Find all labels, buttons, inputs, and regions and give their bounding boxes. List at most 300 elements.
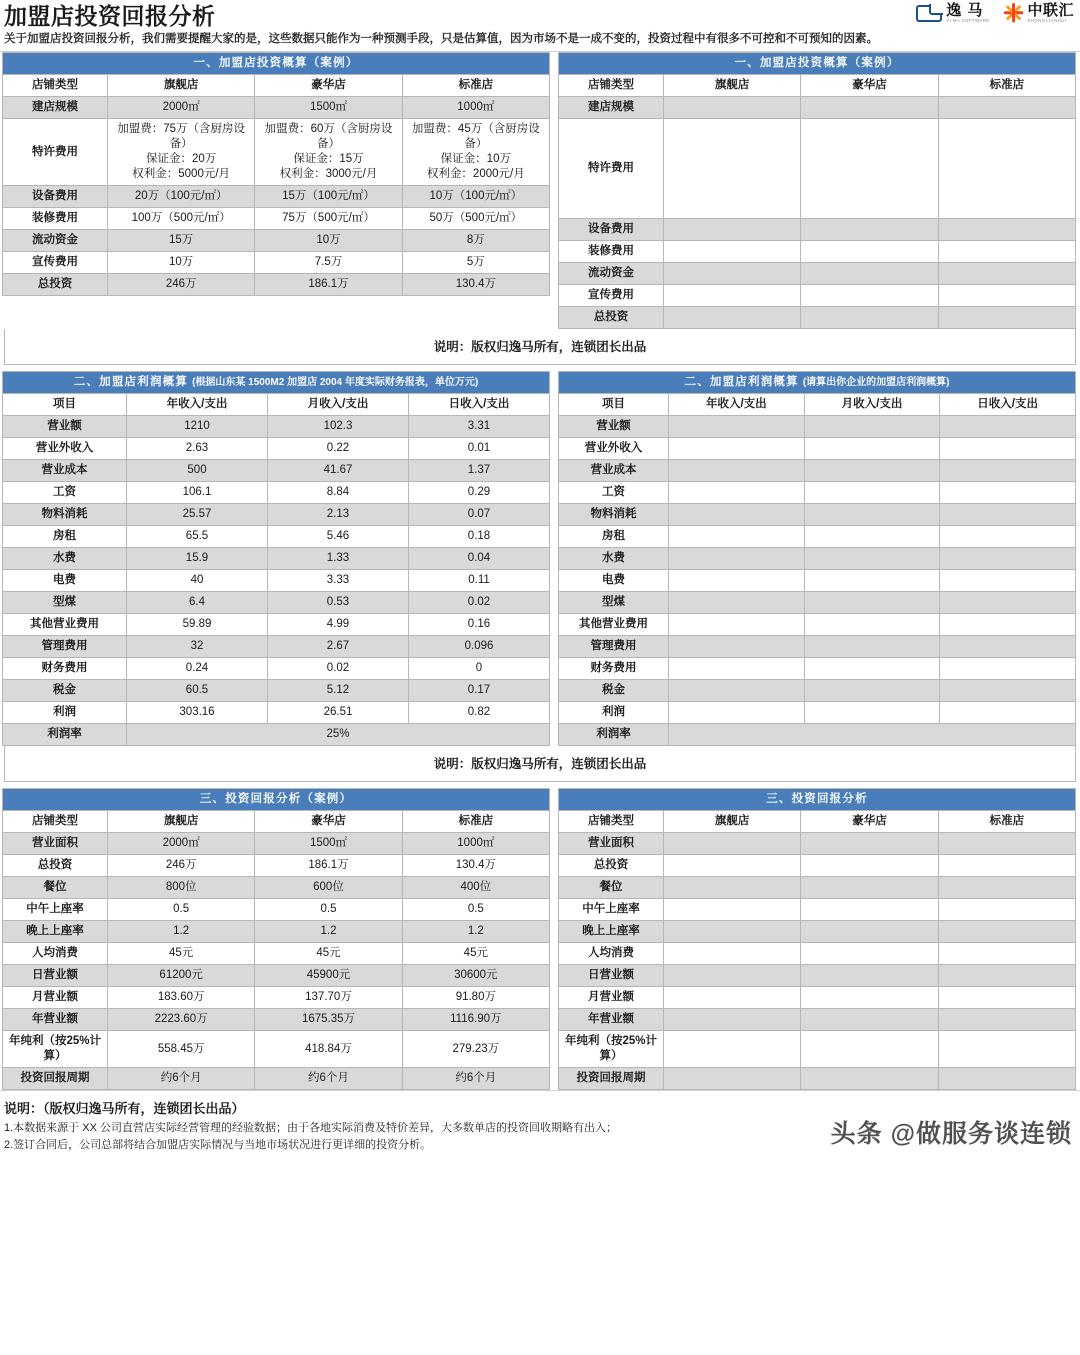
- table-row: [559, 965, 1076, 987]
- footer-line-1: 1.本数据来源于 XX 公司直营店实际经营管理的经验数据；由于各地实际消费及特价差异，大多数单店的投资回收期略有出入；: [4, 1122, 617, 1134]
- input-cell[interactable]: [938, 987, 1075, 1009]
- section-1-block: [0, 52, 1080, 329]
- section-2-subtitle-left: (根据山东某 1500M2 加盟店 2004 年度实际财务报表，单位万元): [192, 377, 479, 388]
- input-cell[interactable]: [801, 943, 938, 965]
- input-cell[interactable]: [669, 570, 805, 592]
- input-cell[interactable]: [801, 877, 938, 899]
- row-label: 投资回报周期: [3, 1068, 108, 1090]
- table-row: [559, 307, 1076, 329]
- row-label: 管理费用: [3, 636, 127, 658]
- row-label: 房租: [559, 526, 669, 548]
- cell-value: 400位: [402, 877, 549, 899]
- table-row: [559, 680, 1076, 702]
- input-cell[interactable]: [938, 877, 1075, 899]
- row-label: 中午上座率: [559, 899, 664, 921]
- sunburst-icon: [1003, 3, 1023, 23]
- logo-strip: [916, 3, 1074, 23]
- cell-value: 26.51: [268, 702, 409, 724]
- row-label: 晚上上座率: [559, 921, 664, 943]
- input-cell[interactable]: [804, 680, 940, 702]
- cell-value: 2223.60万: [108, 1009, 255, 1031]
- cell-value: 0: [409, 658, 550, 680]
- section-1-blank-table: [558, 52, 1076, 329]
- table-row: [559, 899, 1076, 921]
- cell-value: 500: [127, 460, 268, 482]
- row-label: 营业面积: [3, 833, 108, 855]
- input-cell[interactable]: [940, 504, 1076, 526]
- input-cell[interactable]: [664, 965, 801, 987]
- input-cell[interactable]: [940, 680, 1076, 702]
- row-label: 特许费用: [559, 119, 664, 219]
- input-cell[interactable]: [938, 855, 1075, 877]
- table-row: [3, 274, 550, 296]
- col-header-0: 店铺类型: [559, 75, 664, 97]
- table-row: [3, 899, 550, 921]
- section-1-title-left: 一、加盟店投资概算（案例）: [3, 53, 550, 75]
- table-row: [3, 855, 550, 877]
- table-header-row: [3, 811, 550, 833]
- table-title-row: [3, 372, 550, 394]
- zhonglianhui-logo-en: ZHONGLIANHUI: [1027, 18, 1067, 23]
- input-cell[interactable]: [669, 702, 805, 724]
- cell-value: 1000㎡: [402, 833, 549, 855]
- input-cell[interactable]: [801, 899, 938, 921]
- table-row: [559, 97, 1076, 119]
- table-row: [3, 592, 550, 614]
- cell-value: 1000㎡: [402, 97, 549, 119]
- section-1-blank-col: [558, 52, 1076, 329]
- input-cell[interactable]: [801, 119, 938, 219]
- row-label: 投资回报周期: [559, 1068, 664, 1090]
- table-row: [559, 833, 1076, 855]
- input-cell[interactable]: [664, 1068, 801, 1090]
- table-row: [559, 241, 1076, 263]
- cell-value: 1210: [127, 416, 268, 438]
- table-title-row: [3, 53, 550, 75]
- cell-value: 0.17: [409, 680, 550, 702]
- table-row: [559, 504, 1076, 526]
- cell-value: 3.33: [268, 570, 409, 592]
- section-3-block: [0, 788, 1080, 1090]
- input-cell[interactable]: [801, 219, 938, 241]
- input-cell[interactable]: [669, 482, 805, 504]
- cell-value: 0.07: [409, 504, 550, 526]
- input-cell[interactable]: [938, 219, 1075, 241]
- cell-value: 186.1万: [255, 855, 402, 877]
- table-row: [3, 186, 550, 208]
- input-cell[interactable]: [669, 680, 805, 702]
- section-3-title-left: 三、投资回报分析（案例）: [3, 789, 550, 811]
- input-cell[interactable]: [804, 460, 940, 482]
- input-cell[interactable]: [804, 658, 940, 680]
- cell-value: 1.2: [402, 921, 549, 943]
- input-cell[interactable]: [664, 899, 801, 921]
- input-cell[interactable]: [940, 592, 1076, 614]
- cell-value: 418.84万: [255, 1031, 402, 1068]
- cell-value: 1.33: [268, 548, 409, 570]
- input-cell[interactable]: [801, 833, 938, 855]
- input-cell[interactable]: [940, 438, 1076, 460]
- input-cell[interactable]: [940, 636, 1076, 658]
- input-cell[interactable]: [940, 548, 1076, 570]
- input-cell[interactable]: [669, 614, 805, 636]
- row-label: 建店规模: [3, 97, 108, 119]
- input-cell[interactable]: [940, 702, 1076, 724]
- cell-value: 0.04: [409, 548, 550, 570]
- col-header-3: 标准店: [938, 811, 1075, 833]
- input-cell[interactable]: [801, 307, 938, 329]
- input-cell[interactable]: [664, 241, 801, 263]
- input-cell[interactable]: [669, 592, 805, 614]
- input-cell[interactable]: [801, 921, 938, 943]
- cell-value: 加盟费：60万（含厨房设备） 保证金：15万 权利金：3000元/月: [255, 119, 402, 186]
- input-cell[interactable]: [664, 285, 801, 307]
- row-label: 人均消费: [3, 943, 108, 965]
- section-2-blank-table: [558, 371, 1076, 746]
- cell-value: 0.18: [409, 526, 550, 548]
- col-header-0: 项目: [3, 394, 127, 416]
- section-2-title-left: 二、加盟店利润概算: [73, 376, 189, 388]
- input-cell[interactable]: [664, 1031, 801, 1068]
- row-label: 工资: [559, 482, 669, 504]
- cell-value: 75万（500元/㎡）: [255, 208, 402, 230]
- cell-value: 600位: [255, 877, 402, 899]
- cell-value: 0.5: [402, 899, 549, 921]
- row-label: 晚上上座率: [3, 921, 108, 943]
- cell-value: 45元: [402, 943, 549, 965]
- table-row: [3, 877, 550, 899]
- input-cell[interactable]: [664, 119, 801, 219]
- row-label: 型煤: [3, 592, 127, 614]
- section-2-blank-col: [558, 371, 1076, 746]
- input-cell[interactable]: [664, 943, 801, 965]
- input-cell[interactable]: [664, 1009, 801, 1031]
- section-3-title-right: 三、投资回报分析: [559, 789, 1076, 811]
- input-cell[interactable]: [938, 307, 1075, 329]
- row-label: 其他营业费用: [3, 614, 127, 636]
- cell-value: 8.84: [268, 482, 409, 504]
- input-cell[interactable]: [938, 943, 1075, 965]
- table-row: [559, 614, 1076, 636]
- input-cell[interactable]: [938, 921, 1075, 943]
- row-label: 税金: [3, 680, 127, 702]
- input-cell[interactable]: [669, 658, 805, 680]
- table-title-row: [3, 789, 550, 811]
- col-header-2: 月收入/支出: [268, 394, 409, 416]
- table-header-row: [559, 75, 1076, 97]
- input-cell[interactable]: [801, 241, 938, 263]
- cell-value: 2000㎡: [108, 97, 255, 119]
- cell-value: 2.67: [268, 636, 409, 658]
- input-cell[interactable]: [801, 1031, 938, 1068]
- input-cell[interactable]: [938, 899, 1075, 921]
- cell-value: 10万: [108, 252, 255, 274]
- row-label: 水费: [3, 548, 127, 570]
- page-header: [0, 0, 1080, 52]
- cell-value: 1500㎡: [255, 833, 402, 855]
- section-3-example-table: [2, 788, 550, 1090]
- cell-value: 558.45万: [108, 1031, 255, 1068]
- input-cell[interactable]: [664, 833, 801, 855]
- input-cell[interactable]: [804, 548, 940, 570]
- table-row: [559, 548, 1076, 570]
- input-cell[interactable]: [669, 724, 1076, 746]
- input-cell[interactable]: [940, 570, 1076, 592]
- input-cell[interactable]: [664, 263, 801, 285]
- profit-rate-row: [3, 724, 550, 746]
- cell-value: 25.57: [127, 504, 268, 526]
- table-row: [3, 833, 550, 855]
- cell-value: 800位: [108, 877, 255, 899]
- section-3-blank-table: [558, 788, 1076, 1090]
- profit-rate-row: [559, 724, 1076, 746]
- section-2-block: [0, 371, 1080, 746]
- section-2-example-col: [2, 371, 550, 746]
- row-label: 营业额: [559, 416, 669, 438]
- yima-logo-en: YI MA SOFTWARE: [946, 18, 990, 23]
- input-cell[interactable]: [938, 1009, 1075, 1031]
- row-label: 营业外收入: [559, 438, 669, 460]
- col-header-1: 年收入/支出: [669, 394, 805, 416]
- input-cell[interactable]: [938, 263, 1075, 285]
- row-label: 房租: [3, 526, 127, 548]
- row-label: 总投资: [559, 855, 664, 877]
- table-row: [3, 482, 550, 504]
- input-cell[interactable]: [669, 438, 805, 460]
- table-row: [3, 614, 550, 636]
- section-1-example-table: [2, 52, 550, 296]
- cell-value: 279.23万: [402, 1031, 549, 1068]
- input-cell[interactable]: [669, 526, 805, 548]
- row-label: 电费: [559, 570, 669, 592]
- table-row: [3, 680, 550, 702]
- cell-value: 1116.90万: [402, 1009, 549, 1031]
- input-cell[interactable]: [938, 119, 1075, 219]
- input-cell[interactable]: [801, 1009, 938, 1031]
- input-cell[interactable]: [669, 460, 805, 482]
- section-2-note: 说明：版权归逸马所有，连锁团长出品: [4, 746, 1076, 782]
- cell-value: 2.63: [127, 438, 268, 460]
- cell-value: 2000㎡: [108, 833, 255, 855]
- col-header-3: 标准店: [402, 811, 549, 833]
- table-row: [3, 208, 550, 230]
- table-row: [559, 526, 1076, 548]
- input-cell[interactable]: [938, 1031, 1075, 1068]
- row-label: 工资: [3, 482, 127, 504]
- table-row: [559, 438, 1076, 460]
- input-cell[interactable]: [804, 526, 940, 548]
- cell-value: 30600元: [402, 965, 549, 987]
- input-cell[interactable]: [938, 833, 1075, 855]
- table-row: [559, 570, 1076, 592]
- table-row: [559, 921, 1076, 943]
- footer-heading: 说明：（版权归逸马所有，连锁团长出品）: [4, 1101, 245, 1116]
- input-cell[interactable]: [669, 548, 805, 570]
- input-cell[interactable]: [664, 987, 801, 1009]
- input-cell[interactable]: [940, 482, 1076, 504]
- watermark: 头条 @做服务谈连锁: [830, 1120, 1072, 1148]
- row-label: 日营业额: [559, 965, 664, 987]
- input-cell[interactable]: [801, 855, 938, 877]
- cell-value: 5.12: [268, 680, 409, 702]
- row-label: 年纯利（按25%计算）: [559, 1031, 664, 1068]
- table-row: [559, 1031, 1076, 1068]
- row-label: 电费: [3, 570, 127, 592]
- table-title-row: [559, 372, 1076, 394]
- row-label: 总投资: [559, 307, 664, 329]
- cell-value: 0.02: [268, 658, 409, 680]
- table-row: [559, 119, 1076, 219]
- cell-value: 0.16: [409, 614, 550, 636]
- input-cell[interactable]: [801, 285, 938, 307]
- cell-value: 1675.35万: [255, 1009, 402, 1031]
- input-cell[interactable]: [940, 526, 1076, 548]
- input-cell[interactable]: [804, 570, 940, 592]
- table-row: [3, 1031, 550, 1068]
- input-cell[interactable]: [664, 307, 801, 329]
- input-cell[interactable]: [664, 855, 801, 877]
- input-cell[interactable]: [801, 263, 938, 285]
- input-cell[interactable]: [804, 636, 940, 658]
- table-row: [559, 285, 1076, 307]
- input-cell[interactable]: [804, 592, 940, 614]
- row-label: 设备费用: [559, 219, 664, 241]
- table-row: [3, 921, 550, 943]
- cell-value: 1.37: [409, 460, 550, 482]
- yima-logo-cn: 逸 马: [946, 2, 984, 19]
- input-cell[interactable]: [804, 438, 940, 460]
- input-cell[interactable]: [664, 97, 801, 119]
- table-title-row: [559, 789, 1076, 811]
- section-1-note: 说明：版权归逸马所有，连锁团长出品: [4, 329, 1076, 365]
- section-2-subtitle-right: (请算出你企业的加盟店利润概算): [802, 377, 950, 388]
- cell-value: 0.82: [409, 702, 550, 724]
- cell-value: 102.3: [268, 416, 409, 438]
- row-label: 营业面积: [559, 833, 664, 855]
- col-header-2: 豪华店: [255, 75, 402, 97]
- cell-value: 303.16: [127, 702, 268, 724]
- row-label: 营业成本: [559, 460, 669, 482]
- row-label: 物料消耗: [559, 504, 669, 526]
- col-header-1: 旗舰店: [108, 75, 255, 97]
- input-cell[interactable]: [804, 702, 940, 724]
- input-cell[interactable]: [801, 1068, 938, 1090]
- table-row: [3, 438, 550, 460]
- input-cell[interactable]: [664, 219, 801, 241]
- col-header-0: 店铺类型: [559, 811, 664, 833]
- input-cell[interactable]: [804, 504, 940, 526]
- cell-value: 32: [127, 636, 268, 658]
- col-header-3: 日收入/支出: [940, 394, 1076, 416]
- cell-value: 246万: [108, 274, 255, 296]
- input-cell[interactable]: [940, 460, 1076, 482]
- input-cell[interactable]: [664, 877, 801, 899]
- cell-value: 100万（500元/㎡）: [108, 208, 255, 230]
- cell-value: 186.1万: [255, 274, 402, 296]
- cell-value: 45元: [108, 943, 255, 965]
- cell-value: 1.2: [108, 921, 255, 943]
- zhonglianhui-logo-cn: 中联汇: [1027, 2, 1074, 19]
- table-row: [559, 702, 1076, 724]
- input-cell[interactable]: [938, 97, 1075, 119]
- row-label: 月营业额: [3, 987, 108, 1009]
- row-label: 利润: [559, 702, 669, 724]
- table-title-row: [559, 53, 1076, 75]
- input-cell[interactable]: [801, 987, 938, 1009]
- cell-value: 约6个月: [402, 1068, 549, 1090]
- row-label: 管理费用: [559, 636, 669, 658]
- input-cell[interactable]: [938, 241, 1075, 263]
- row-label: 宣传费用: [3, 252, 108, 274]
- input-cell[interactable]: [938, 285, 1075, 307]
- cell-value: 0.5: [108, 899, 255, 921]
- yima-logo: [916, 3, 989, 23]
- cell-value: 约6个月: [255, 1068, 402, 1090]
- page-subtitle: 关于加盟店投资回报分析，我们需要提醒大家的是，这些数据只能作为一种预测手段，只是估算值，因为市场不是一成不变的，投资过程中有很多不可控和不可预知的因素。: [4, 33, 878, 45]
- table-row: [3, 97, 550, 119]
- cell-value: 59.89: [127, 614, 268, 636]
- input-cell[interactable]: [804, 416, 940, 438]
- table-row: [3, 702, 550, 724]
- table-row: [3, 526, 550, 548]
- table-row: [559, 636, 1076, 658]
- section-2-note-wrap: [0, 746, 1080, 782]
- cell-value: 0.11: [409, 570, 550, 592]
- table-header-row: [3, 75, 550, 97]
- table-row: [559, 416, 1076, 438]
- cell-value: 加盟费：75万（含厨房设备） 保证金：20万 权利金：5000元/月: [108, 119, 255, 186]
- cell-value: 0.29: [409, 482, 550, 504]
- row-label: 财务费用: [3, 658, 127, 680]
- input-cell[interactable]: [801, 965, 938, 987]
- row-label: 型煤: [559, 592, 669, 614]
- input-cell[interactable]: [669, 636, 805, 658]
- row-label: 年营业额: [559, 1009, 664, 1031]
- input-cell[interactable]: [938, 1068, 1075, 1090]
- input-cell[interactable]: [804, 614, 940, 636]
- cell-value: 3.31: [409, 416, 550, 438]
- input-cell[interactable]: [938, 965, 1075, 987]
- table-row: [559, 263, 1076, 285]
- col-header-3: 标准店: [402, 75, 549, 97]
- input-cell[interactable]: [801, 97, 938, 119]
- input-cell[interactable]: [669, 416, 805, 438]
- input-cell[interactable]: [940, 416, 1076, 438]
- table-row: [3, 658, 550, 680]
- table-row: [3, 965, 550, 987]
- col-header-2: 豪华店: [801, 75, 938, 97]
- input-cell[interactable]: [940, 658, 1076, 680]
- cell-value: 0.53: [268, 592, 409, 614]
- row-label: 总投资: [3, 855, 108, 877]
- row-label: 年纯利（按25%计算）: [3, 1031, 108, 1068]
- cell-value: 60.5: [127, 680, 268, 702]
- row-label: 流动资金: [3, 230, 108, 252]
- input-cell[interactable]: [669, 504, 805, 526]
- table-row: [559, 877, 1076, 899]
- section-1-example-col: [2, 52, 550, 329]
- input-cell[interactable]: [664, 921, 801, 943]
- col-header-2: 月收入/支出: [804, 394, 940, 416]
- table-header-row: [3, 394, 550, 416]
- yima-mark-icon: [916, 5, 942, 22]
- input-cell[interactable]: [804, 482, 940, 504]
- page-title: 加盟店投资回报分析: [4, 3, 216, 29]
- page-footer: [0, 1090, 1080, 1162]
- input-cell[interactable]: [940, 614, 1076, 636]
- table-row: [559, 855, 1076, 877]
- section-3-blank-col: [558, 788, 1076, 1090]
